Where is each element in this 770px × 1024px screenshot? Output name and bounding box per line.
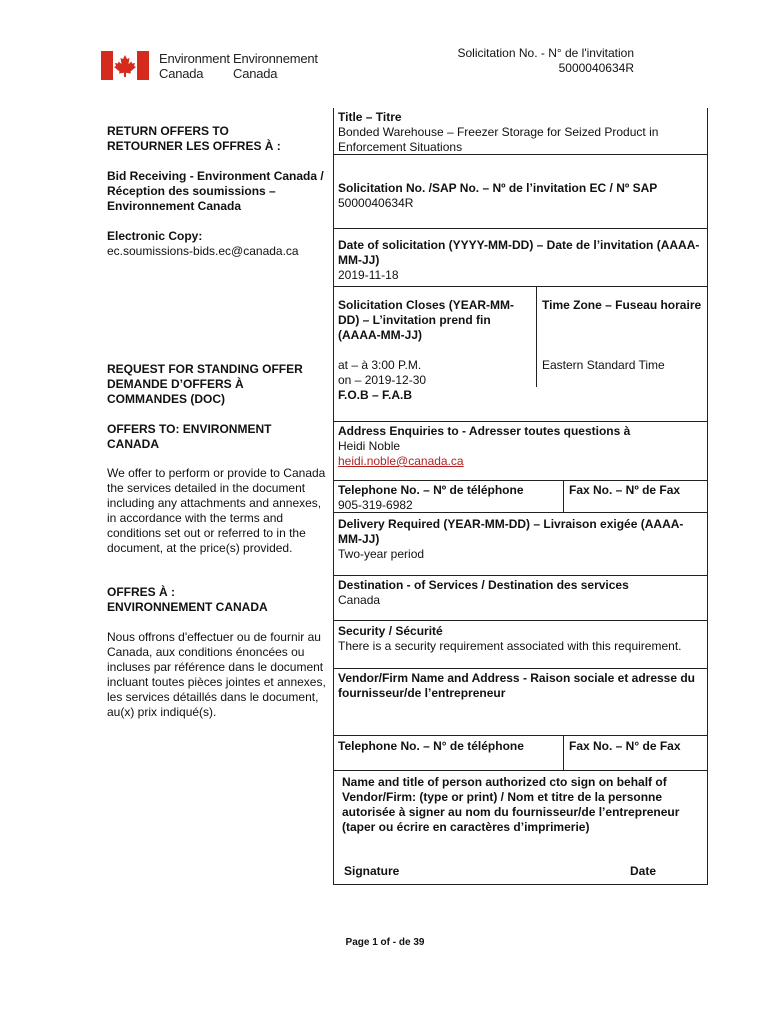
offer-en-text: We offer to perform or provide to Canada the services detailed in the document including any attachments and annexes, in accordance with the terms and conditions set out or referred to in the document, at the price(s) provided. bbox=[107, 466, 326, 555]
logo-fr bbox=[233, 51, 318, 81]
security-value: There is a security requirement associated with this requirement. bbox=[338, 639, 682, 653]
solicitation-header-number: 5000040634R bbox=[558, 61, 634, 75]
canada-flag-icon bbox=[101, 51, 149, 80]
request-standing-offer bbox=[107, 362, 329, 407]
solicitation-value: 5000040634R bbox=[338, 196, 414, 210]
security-field bbox=[338, 624, 703, 654]
request-line2: DEMANDE D’OFFERS À bbox=[107, 377, 244, 391]
logo-en bbox=[159, 51, 230, 81]
destination-label: Destination - of Services / Destination des services bbox=[338, 578, 629, 592]
divider bbox=[563, 735, 564, 770]
return-offers-line1: RETURN OFFERS TO bbox=[107, 124, 229, 138]
solicitation-label: Solicitation No. /SAP No. – Nº de l’invitation EC / Nº SAP bbox=[338, 181, 658, 195]
authorized-label: Name and title of person authorized cto sign on behalf of Vendor/Firm: (type or print) / Nom et titre de la personne autorisée à signer au nom du fournisseur/de l’entrepreneur (taper ou écrire en caractères d’imprimerie) bbox=[342, 775, 680, 834]
delivery-field bbox=[338, 517, 703, 562]
security-label: Security / Sécurité bbox=[338, 624, 443, 638]
date-field bbox=[338, 238, 703, 283]
date-label: Date of solicitation (YYYY-MM-DD) – Date de l’invitation (AAAA-MM-JJ) bbox=[338, 238, 700, 267]
closes-on: on – 2019-12-30 bbox=[338, 373, 427, 387]
vendor-telephone-label: Telephone No. – N° de téléphone bbox=[338, 739, 524, 753]
enquiries-name: Heidi Noble bbox=[338, 439, 401, 453]
divider bbox=[333, 228, 708, 229]
divider bbox=[333, 620, 708, 621]
telephone-value: 905-319-6982 bbox=[338, 498, 413, 512]
delivery-label: Delivery Required (YEAR-MM-DD) – Livraison exigée (AAAA-MM-JJ) bbox=[338, 517, 684, 546]
electronic-copy-label: Electronic Copy: bbox=[107, 229, 203, 243]
timezone-label: Time Zone – Fuseau horaire bbox=[542, 298, 702, 312]
divider bbox=[333, 480, 708, 481]
destination-field bbox=[338, 578, 703, 608]
date-value: 2019-11-18 bbox=[338, 268, 399, 282]
logo-fr-line1: Environnement bbox=[233, 51, 318, 66]
offres-line1: OFFRES À : bbox=[107, 585, 175, 599]
fax-label: Fax No. – Nº de Fax bbox=[569, 483, 681, 497]
closes-value bbox=[338, 358, 528, 388]
divider bbox=[333, 286, 708, 287]
timezone-value: Eastern Standard Time bbox=[542, 358, 665, 372]
closes-at: at – à 3:00 P.M. bbox=[338, 358, 422, 372]
solicitation-field bbox=[338, 181, 703, 211]
date-sign-label: Date bbox=[630, 864, 657, 878]
solicitation-header bbox=[457, 46, 634, 76]
electronic-copy-email[interactable]: ec.soumissions-bids.ec@canada.ca bbox=[107, 244, 299, 258]
bid-receiving: Bid Receiving - Environment Canada / Réception des soumissions – Environnement Canada bbox=[107, 169, 324, 213]
divider bbox=[333, 668, 708, 669]
title-label: Title – Titre bbox=[338, 110, 402, 124]
offres-line2: ENVIRONNEMENT CANADA bbox=[107, 600, 268, 614]
vendor-label: Vendor/Firm Name and Address - Raison sociale et adresse du fournisseur/de l’entrepreneur bbox=[338, 671, 696, 700]
title-field bbox=[338, 110, 703, 155]
logo-en-line1: Environment bbox=[159, 51, 230, 66]
request-line1: REQUEST FOR STANDING OFFER bbox=[107, 362, 303, 376]
solicitation-header-label: Solicitation No. - N° de l'invitation bbox=[457, 46, 634, 60]
telephone-label: Telephone No. – Nº de téléphone bbox=[338, 483, 524, 497]
delivery-value: Two-year period bbox=[338, 547, 425, 561]
offer-fr-text: Nous offrons d'effectuer ou de fournir au Canada, aux conditions énoncées ou incluses par référence dans le document incluant toutes pièces jointes et annexes, les services détaillés dans le document, au(x) prix indiqué(s). bbox=[107, 630, 326, 719]
divider bbox=[333, 770, 708, 771]
signature-label: Signature bbox=[344, 864, 400, 878]
offers-to-heading: OFFERS TO: ENVIRONMENT CANADA bbox=[107, 422, 272, 451]
divider bbox=[333, 575, 708, 576]
enquiries-field bbox=[338, 424, 703, 469]
page-number: Page 1 of - de 39 bbox=[345, 937, 425, 948]
form-right-border bbox=[707, 108, 708, 885]
divider bbox=[333, 735, 708, 736]
enquiries-email-link[interactable]: heidi.noble@canada.ca bbox=[338, 454, 464, 468]
fob-label: F.O.B – F.A.B bbox=[338, 388, 413, 402]
destination-value: Canada bbox=[338, 593, 381, 607]
divider bbox=[536, 286, 537, 387]
enquiries-label: Address Enquiries to - Adresser toutes questions à bbox=[338, 424, 631, 438]
divider bbox=[563, 480, 564, 512]
offres-heading bbox=[107, 585, 329, 615]
telephone-field bbox=[338, 483, 558, 513]
divider bbox=[333, 884, 708, 885]
vendor-fax-label: Fax No. – N° de Fax bbox=[569, 739, 681, 753]
return-offers-heading bbox=[107, 124, 329, 154]
logo-fr-line2: Canada bbox=[233, 66, 278, 81]
return-offers-line2: RETOURNER LES OFFRES À : bbox=[107, 139, 281, 153]
request-line3: COMMANDES (DOC) bbox=[107, 392, 225, 406]
form-left-border bbox=[333, 108, 334, 885]
closes-label: Solicitation Closes (YEAR-MM-DD) – L’invitation prend fin (AAAA-MM-JJ) bbox=[338, 298, 515, 342]
divider bbox=[333, 421, 708, 422]
logo-en-line2: Canada bbox=[159, 66, 204, 81]
title-value: Bonded Warehouse – Freezer Storage for Seized Product in Enforcement Situations bbox=[338, 125, 659, 154]
